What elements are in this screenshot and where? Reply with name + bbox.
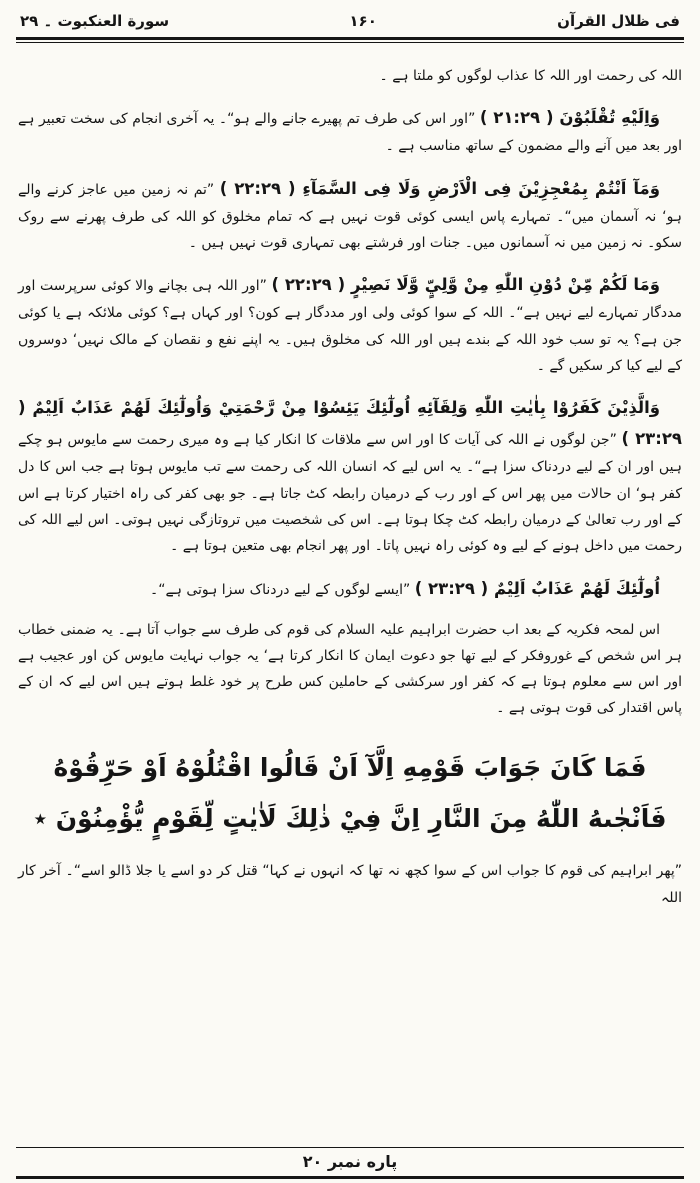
arabic-verse-inline: وَالَّذِيْنَ كَفَرُوْا بِاٰيٰتِ اللّٰهِ وَلِقَآئِهِ اُولٰٓئِكَ يَئِسُوْا مِنْ رَّحْمَتِيْ وَاُولٰٓئِكَ لَهُمْ عَذَابٌ اَلِيْمٌ ( ۲۳:۲۹ ) xyxy=(18,398,682,449)
page-number: ۱۶۰ xyxy=(349,12,377,30)
urdu-commentary: ”اور اس کی طرف تم پھیرے جانے والے ہو“۔ یہ آخری انجام کی سخت تعبیر ہے اور بعد میں آنے والے مضمون کے ساتھ مناسب ہے ۔ xyxy=(18,111,682,155)
paragraph-verse-commentary xyxy=(18,173,682,257)
page-header xyxy=(16,8,684,37)
arabic-verse-large: فَمَا كَانَ جَوَابَ قَوْمِهِ اِلَّآ اَنْ قَالُوا اقْتُلُوْهُ اَوْ حَرِّقُوْهُ فَاَنْجٰىهُ اللّٰهُ مِنَ النَّارِ اِنَّ فِيْ ذٰلِكَ لَاٰيٰتٍ لِّقَوْمٍ يُّؤْمِنُوْنَ ٭ xyxy=(33,752,667,834)
arabic-verse-inline: وَمَا لَكُمْ مِّنْ دُوْنِ اللّٰهِ مِنْ وَّلِيٍّ وَّلَا نَصِيْرٍ ( ۲۲:۲۹ ) xyxy=(271,275,660,295)
urdu-text: اللہ کی رحمت اور اللہ کا عذاب لوگوں کو ملتا ہے ۔ xyxy=(379,68,682,84)
arabic-verse-inline: وَاِلَيْهِ تُقْلَبُوْنَ ( ۲۱:۲۹ ) xyxy=(479,108,660,128)
urdu-text: اس لمحہ فکریہ کے بعد اب حضرت ابراہیم علیہ السلام کی قوم کی طرف سے جواب آتا ہے۔ یہ ضمنی خطاب ہر اس شخص کے غوروفکر کے لیے تھا جو دعوت ایمان کا انکار کرتا ہے‘ یہ جواب نہایت مایوس کن اور عجیب ہے اور اس سے معلوم ہوتا ہے کہ کفر اور سرکشی کے حاملین کس طرح پر خود غلط ہوتے ہیں اس لیے کہ ان کے پاس اقتدار کی قوت ہوتی ہے ۔ xyxy=(18,621,682,717)
page-body xyxy=(16,43,684,911)
surah-title: سورة العنكبوت ۔ ۲۹ xyxy=(20,12,170,30)
page-footer xyxy=(16,1145,684,1179)
juz-number-label: پاره نمبر ۲۰ xyxy=(302,1152,398,1171)
paragraph-verse-commentary xyxy=(18,269,682,379)
header-rule-thick xyxy=(16,37,684,40)
urdu-translation: ”پھر ابراہیم کی قوم کا جواب اس کے سوا کچھ نہ تھا کہ انہوں نے کہا“ قتل کر دو اسے یا جلا ڈالو اسے“۔ آخر کار اللہ xyxy=(18,863,682,906)
book-title: فی ظلال القرآن xyxy=(557,12,680,30)
footer-rule-bottom xyxy=(16,1176,684,1179)
paragraph-verse-commentary xyxy=(18,392,682,559)
paragraph-intro xyxy=(18,63,682,89)
paragraph-translation xyxy=(18,858,682,911)
urdu-commentary: ”جن لوگوں نے اللہ کی آیات کا اور اس سے ملاقات کا انکار کیا ہے وہ میری رحمت سے مایوس ہو چکے ہیں اور ان کے لیے دردناک سزا ہے“۔ یہ اس لیے کہ انسان اللہ کی رحمت سے تب مایوس ہوتا ہے جب اس کا دل کفر ہو‘ ان حالات میں پھر اس کے اور رب کے درمیان رابطہ کٹ جاتا ہے۔ جو بھی کفر کی راہ اختیار کرتا ہے اس کے اور رب تعالیٰ کے درمیان رابطہ کٹ چکا ہوتا ہے۔ اس کی شخصیت میں تروتازگی نہیں ہوتی۔ اس لیے اللہ کی رحمت میں داخل ہونے کے لیے وہ کوئی راہ نہیں پاتا۔ اور پھر انجام بھی متعین ہوتا ہے ۔ xyxy=(18,432,682,555)
arabic-verse-inline: اُولٰٓئِكَ لَهُمْ عَذَابٌ اَلِيْمٌ ( ۲۳:۲۹ ) xyxy=(414,578,660,598)
urdu-commentary: ”ایسے لوگوں کے لیے دردناک سزا ہوتی ہے“۔ xyxy=(150,581,411,598)
urdu-commentary: ”اور اللہ ہی بچانے والا کوئی سرپرست اور مددگار تمہارے لیے نہیں ہے“۔ اللہ کے سوا کوئی ولی اور مددگار ہے کون؟ اور کہاں ہے؟ کوئی ملائکہ ہے یا کوئی جن ہے؟ یہ تو سب خود اللہ کے بندے ہیں اور اللہ کی مخلوق ہیں۔ یہ اپنے نفع و نقصان کے مالک نہیں‘ دوسروں کے لیے کیا کر سکیں گے ۔ xyxy=(18,278,682,374)
arabic-verse-inline: وَمَآ اَنْتُمْ بِمُعْجِزِيْنَ فِی الْاَرْضِ وَلَا فِی السَّمَآءِ ( ۲۲:۲۹ ) xyxy=(219,178,660,198)
paragraph-verse-commentary xyxy=(18,102,682,159)
urdu-commentary: ”تم نہ زمین میں عاجز کرنے والے ہو‘ نہ آسمان میں“۔ تمہارے پاس ایسی کوئی قوت نہیں ہے کہ تمام مخلوق کو اللہ کی طرف پھرنے سے روک سکو۔ نہ زمین میں نہ آسمانوں میں۔ جنات اور فرشتے بھی تمہاری قوت نہیں ہیں ۔ xyxy=(18,181,682,251)
quran-verse-block xyxy=(24,742,676,845)
paragraph-commentary xyxy=(18,617,682,722)
paragraph-verse-commentary xyxy=(18,573,682,604)
